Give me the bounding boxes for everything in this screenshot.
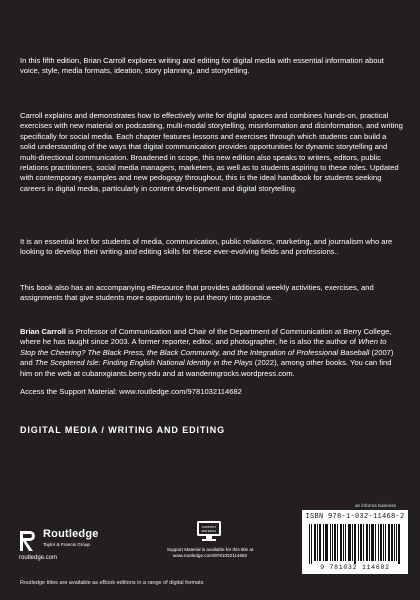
barcode-bar [392,524,393,561]
barcode-bar [369,524,370,561]
author-book-title-1: When to Stop the Cheering? The Black Press, the Black Community, and the Integration of Professional Baseball [20,337,387,357]
barcode-bar [398,524,399,564]
publisher-logo [19,527,139,563]
barcode-bar [385,524,386,561]
barcode-bar [315,524,316,561]
ebook-availability-note: Routledge titles are available as eBook editions in a range of digital formats [20,580,204,586]
barcode-bar [378,524,379,561]
barcode-bar [381,524,382,561]
publisher-name: Routledge [43,528,99,540]
badge-label-line-2: MATERIAL [201,529,217,533]
barcode-bar [367,524,368,561]
barcode-bar [389,524,390,561]
author-bio-text-c: (2022), among other books. You can find him on the web at cubanxgiants.berry.edu and at wanderingrocks.wordpress.com. [20,358,392,378]
publisher-tagline: Taylor & Francis Group [43,542,90,547]
publisher-url: routledge.com [19,555,58,561]
barcode-block [302,510,408,574]
support-material-icon [196,520,222,544]
routledge-r-icon [19,529,39,553]
barcode-bar [360,524,361,561]
barcode-bar [396,524,397,561]
barcode-bar [345,524,346,561]
barcode-bar [363,524,364,561]
barcode-bar [327,524,328,561]
barcode-bar [350,524,351,561]
author-bio-text-b: (2007) and [20,347,394,368]
barcode-bar [352,524,353,561]
barcode-bar [355,524,356,564]
barcode-bar [371,524,372,561]
barcode-bar [358,524,359,561]
barcode-bar [366,524,367,561]
barcode-bar [337,524,338,561]
description-paragraph-4: This book also has an accompanying eResource that provides additional weekly activities, exercises, and assignments that give students more opportunity to put theory into practice. [20,283,374,303]
barcode-bar [317,524,318,561]
barcode-bar [311,524,312,564]
barcode-bar [380,524,381,561]
barcode-bar [314,524,315,561]
barcode-bar [319,524,320,561]
barcode-bar [334,524,335,561]
support-material-line: Access the Support Material: www.routledge.com/9781032114682 [20,387,242,396]
barcode-bar [383,524,384,561]
subject-category: DIGITAL MEDIA / WRITING AND EDITING [20,425,225,435]
barcode-bar [323,524,324,561]
support-material-note-line-1: Support Material is available for this title at [166,547,254,552]
author-name: Brian Carroll [20,327,66,336]
barcode-bar [326,524,327,561]
barcode-bar [320,524,321,561]
support-material-note [148,547,272,559]
barcode-bar [325,524,326,561]
barcode-bar [348,524,349,561]
barcode-bar [361,524,362,561]
barcode-bar [373,524,374,561]
author-bio [20,327,404,379]
barcode-bar [394,524,395,561]
barcode-bar [399,524,400,564]
barcode-bar [372,524,373,561]
author-bio-text-a: is Professor of Communication and Chair of the Department of Communication at Berry College, where he has taught since 2003. A former reporter, editor, and photographer, he is also the author of [20,327,392,347]
barcode-bar [375,524,376,561]
barcode-bar [391,524,392,561]
informa-business-label: an informa business [355,503,397,508]
description-paragraph-3: It is an essential text for students of media, communication, public relations, marketing, and journalism who are looking to develop their writing and editing skills for these ever-evolving fields and professions.. [20,237,393,257]
badge-label-line-1: SUPPORT [201,525,217,529]
barcode-bar [332,524,333,561]
barcode-bar [354,524,355,564]
barcode-bar [349,524,350,561]
description-paragraph-1: In this fifth edition, Brian Carroll explores writing and editing for digital media with essential information about voice, style, media formats, ideation, story planning, and storytelling. [20,56,384,76]
support-material-note-url: www.routledge.com/9781032114682 [172,553,248,558]
barcode-bar [335,524,336,561]
author-book-title-2: The Sceptered Isle: Finding English National Identity in the Plays [34,358,253,368]
barcode-bar [388,524,389,561]
barcode-bar [309,524,310,564]
barcode-bar [343,524,344,561]
isbn-label: ISBN 978-1-032-11468-2 [305,513,405,521]
description-paragraph-2: Carroll explains and demonstrates how to effectively write for digital spaces and combines hands-on, practical exercises with new material on podcasting, multi-modal storytelling, misinformation and disinformation, and writing specifically for social media. Each chapter features lessons and exercises through which students can build a solid understanding of the ways that digital communication provides opportunities for dynamic storytelling and multi-directional communication. Broadened in scope, this new edition also speaks to writers, editors, public relations practitioners, social media managers, marketers, as well as to students aspiring to these roles. Updated with contemporary examples and new pedogogy throughout, this is the ideal handbook for students seeking careers in digital media, particularly in content development and digital storytelling. [20,111,403,193]
barcode [309,524,401,564]
barcode-bar [340,524,341,561]
barcode-bar [341,524,342,561]
barcode-bar [330,524,331,561]
barcode-digits: 9 781032 114682 [320,564,390,571]
